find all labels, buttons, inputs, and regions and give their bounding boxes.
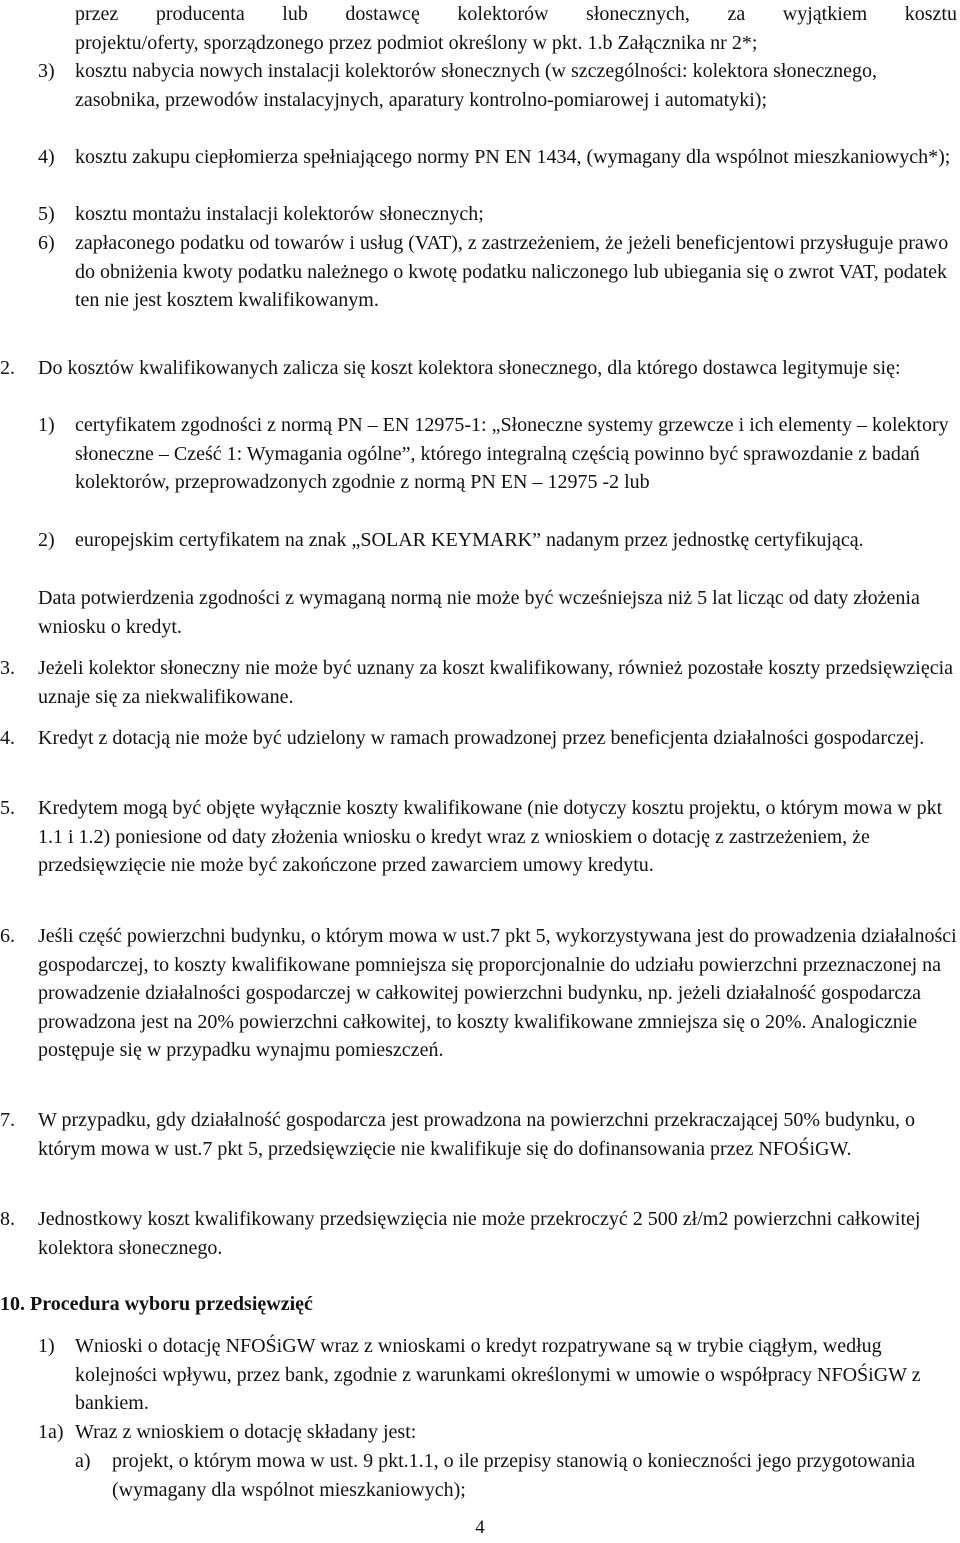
paragraph-number: 3. — [0, 657, 15, 679]
paragraph-text: Jednostkowy koszt kwalifikowany przedsięwzięcia nie może przekroczyć 2 500 zł/m2 powierzchni całkowitej kolektora słonecznego. — [38, 1208, 921, 1259]
section-heading: 10. Procedura wyboru przedsięwzięć — [0, 1293, 313, 1315]
page-number: 4 — [475, 1517, 485, 1538]
list-item-number: 4) — [38, 146, 55, 168]
paragraph-number: 2. — [0, 357, 15, 379]
list-item-text: certyfikatem zgodności z normą PN – EN 12975-1: „Słoneczne systemy grzewcze i ich elementy – kolektory słoneczne – Cześć 1: Wymagania ogólne”, którego integralną częścią powinno być sprawozdanie z badań kolektorów, przeprowadzonych zgodnie z normą PN EN – 12975 -2 lub — [75, 414, 949, 494]
paragraph-number: 4. — [0, 727, 15, 749]
paragraph-number: 7. — [0, 1109, 15, 1131]
paragraph-text: Do kosztów kwalifikowanych zalicza się koszt kolektora słonecznego, dla którego dostawca legitymuje się: — [38, 357, 901, 379]
paragraph-text: Kredyt z dotacją nie może być udzielony w ramach prowadzonej przez beneficjenta działalności gospodarczej. — [38, 727, 925, 749]
list-item-text: europejskim certyfikatem na znak „SOLAR KEYMARK” nadanym przez jednostkę certyfikującą. — [75, 529, 864, 551]
list-item-number: 5) — [38, 203, 55, 225]
list-item-number: 3) — [38, 60, 55, 82]
list-item-text: kosztu zakupu ciepłomierza spełniającego normy PN EN 1434, (wymagany dla wspólnot mieszkaniowych*); — [75, 146, 951, 168]
list-item-text: kosztu montażu instalacji kolektorów słonecznych; — [75, 203, 484, 225]
paragraph-text: Jeśli część powierzchni budynku, o którym mowa w ust.7 pkt 5, wykorzystywana jest do prowadzenia działalności gospodarczej, to koszty kwalifikowane pomniejsza się proporcjonalnie do udziału powierzchni przeznaczonej na prowadzenie działalności gospodarczej w całkowitej powierzchni budynku, np. jeżeli działalność gospodarcza prowadzona jest na 20% powierzchni całkowitej, to koszty kwalifikowane zmniejsza się o 20%. Analogicznie postępuje się w przypadku wynajmu pomieszczeń. — [38, 925, 957, 1062]
list-item-number: 1a) — [38, 1421, 64, 1443]
list-item-number: 6) — [38, 232, 55, 254]
paragraph-note: Data potwierdzenia zgodności z wymaganą normą nie może być wcześniejsza niż 5 lat licząc od daty złożenia wniosku o kredyt. — [38, 587, 920, 638]
list-item-number: 1) — [38, 1335, 55, 1357]
paragraph-text: Jeżeli kolektor słoneczny nie może być uznany za koszt kwalifikowany, również pozostałe koszty przedsięwzięcia uznaje się za niekwalifikowane. — [38, 657, 954, 708]
continuation-line-2: projektu/oferty, sporządzonego przez podmiot określony w pkt. 1.b Załącznika nr 2*; — [75, 31, 758, 54]
paragraph-number: 5. — [0, 797, 15, 819]
list-item-text: zapłaconego podatku od towarów i usług (VAT), z zastrzeżeniem, że jeżeli beneficjentowi przysługuje prawo do obniżenia kwoty podatku należnego o kwotę podatku naliczonego lub ubiegania się o zwrot VAT, podatek ten nie jest kosztem kwalifikowanym. — [75, 232, 949, 312]
paragraph-text: W przypadku, gdy działalność gospodarcza jest prowadzona na powierzchni przekraczającej 50% budynku, o którym mowa w ust.7 pkt 5, przedsięwzięcie nie kwalifikuje się do dofinansowania przez NFOŚiGW. — [38, 1109, 916, 1160]
paragraph-text: Kredytem mogą być objęte wyłącznie koszty kwalifikowane (nie dotyczy kosztu projektu, o którym mowa w pkt 1.1 i 1.2) poniesione od daty złożenia wniosku o kredyt wraz z wnioskiem o dotację z zastrzeżeniem, że przedsięwzięcie nie może być zakończone przed zawarciem umowy kredytu. — [38, 797, 943, 877]
list-item-text: Wnioski o dotację NFOŚiGW wraz z wnioskami o kredyt rozpatrywane są w trybie ciągłym, według kolejności wpływu, przez bank, zgodnie z warunkami określonymi w umowie o współpracy NFOŚiGW z bankiem. — [75, 1335, 921, 1415]
sub-item-letter: a) — [75, 1450, 91, 1472]
continuation-line-1: przez producenta lub dostawcę kolektorów słonecznych, za wyjątkiem kosztu — [75, 3, 957, 25]
paragraph-number: 6. — [0, 925, 15, 947]
list-item-text: kosztu nabycia nowych instalacji kolektorów słonecznych (w szczególności: kolektora słonecznego, zasobnika, przewodów instalacyjnych, aparatury kontrolno-pomiarowej i automatyki); — [75, 60, 877, 111]
sub-item-text: projekt, o którym mowa w ust. 9 pkt.1.1, o ile przepisy stanowią o konieczności jego przygotowania (wymagany dla wspólnot mieszkaniowych); — [112, 1450, 916, 1501]
list-item-number: 2) — [38, 529, 55, 551]
list-item-text: Wraz z wnioskiem o dotację składany jest: — [75, 1421, 417, 1443]
paragraph-number: 8. — [0, 1208, 15, 1230]
list-item-number: 1) — [38, 414, 55, 436]
